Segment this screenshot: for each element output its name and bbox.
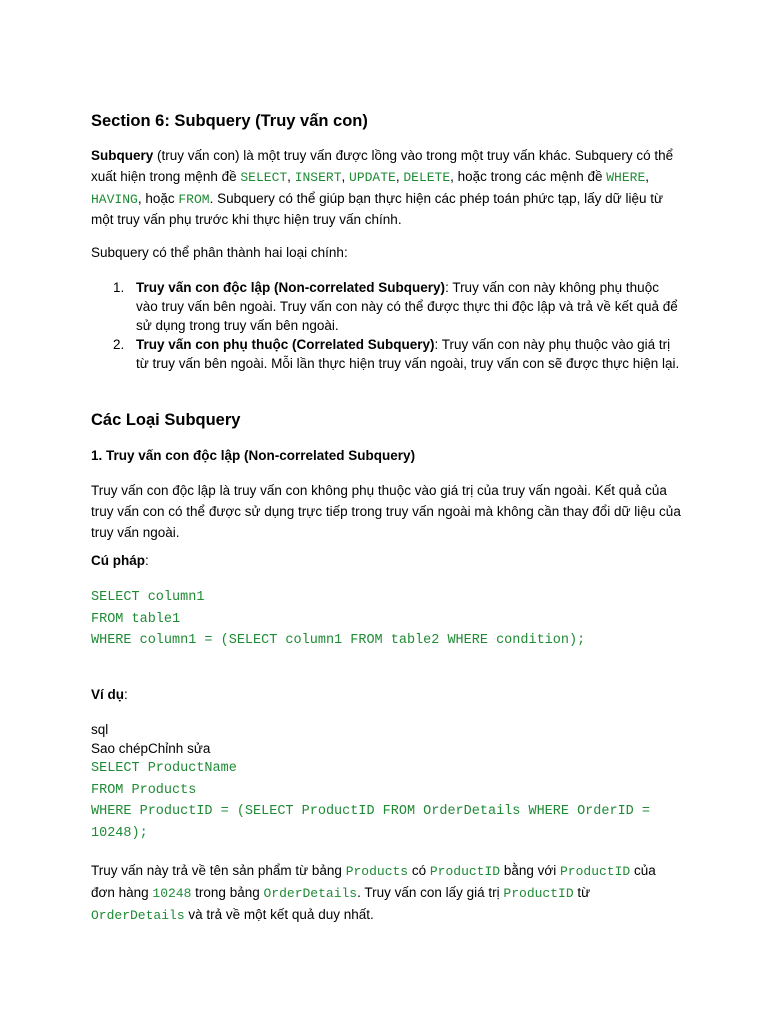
intro-text-2: , hoặc trong các mệnh đề	[450, 168, 607, 184]
term-subquery: Subquery	[91, 148, 154, 163]
explain-text-8: và trả về một kết quả duy nhất.	[184, 906, 374, 922]
example-explanation	[91, 861, 681, 926]
code-products: Products	[345, 864, 409, 879]
syntax-code-block: SELECT column1 FROM table1 WHERE column1 = (SELECT column1 FROM table2 WHERE condition);	[91, 590, 586, 648]
example-label: Ví dụ	[91, 687, 124, 702]
explain-text-7: từ	[573, 884, 591, 900]
explain-text-6: . Truy vấn con lấy giá trị	[357, 884, 504, 900]
code-having: HAVING	[91, 191, 138, 207]
copy-button[interactable]: Sao chép	[91, 741, 149, 756]
explain-text-1: Truy vấn này trả về tên sản phẩm từ bảng	[91, 863, 346, 878]
explain-text-4: của đơn hàng	[91, 863, 656, 900]
intro-sep-2: ,	[341, 168, 350, 184]
list-number: 1.	[113, 280, 125, 295]
list-item-desc: : Truy vấn con này không phụ thuộc vào truy vấn bên ngoài. Truy vấn con này có thể được thực thi độc lập và trả về kết quả để sử dụng trong truy vấn bên ngoài.	[136, 280, 678, 333]
edit-button[interactable]: Chỉnh sửa	[148, 741, 211, 756]
example-label-line	[91, 685, 681, 706]
subsection-heading: 1. Truy vấn con độc lập (Non-correlated Subquery)	[91, 448, 416, 463]
code-actions	[91, 739, 681, 760]
intro-text-3: , hoặc	[137, 190, 179, 206]
code-where: WHERE	[606, 169, 646, 185]
code-order-number: 10248	[152, 885, 192, 901]
explain-text-5: trong bảng	[191, 884, 264, 900]
intro-sep-3: ,	[395, 168, 404, 184]
explain-text-3: bằng với	[500, 863, 560, 878]
list-item-desc: : Truy vấn con này phụ thuộc vào giá trị từ truy vấn bên ngoài. Mỗi lần thực hiện truy vấn ngoài, truy vấn con sẽ được thực hiện lại.	[136, 337, 680, 371]
list-item-title: Truy vấn con phụ thuộc (Correlated Subquery)	[136, 337, 435, 352]
syntax-label: Cú pháp	[91, 553, 145, 568]
section-title: Section 6: Subquery (Truy vấn con)	[91, 112, 368, 130]
syntax-colon: :	[145, 553, 149, 568]
code-update: UPDATE	[349, 169, 396, 185]
types-list	[91, 278, 681, 373]
code-insert: INSERT	[294, 169, 342, 185]
types-heading: Các Loại Subquery	[91, 411, 241, 429]
subsection-description: Truy vấn con độc lập là truy vấn con không phụ thuộc vào giá trị của truy vấn ngoài. Kết quả của truy vấn con có thể được sử dụng trực tiếp trong truy vấn ngoài mà không cần thay đổi dữ liệu của truy vấn ngoài.	[91, 483, 681, 540]
code-delete: DELETE	[403, 169, 451, 185]
syntax-label-line	[91, 551, 681, 572]
code-orderdetails: OrderDetails	[263, 885, 358, 901]
intro-text-1: (truy vấn con) là một truy vấn được lồng vào trong một truy vấn khác. Subquery có thể xuất hiện trong mệnh đề	[91, 148, 674, 184]
code-productid: ProductID	[429, 864, 501, 879]
intro-sep-4: ,	[645, 168, 650, 184]
code-from: FROM	[178, 191, 210, 207]
intro-sep-1: ,	[287, 168, 295, 184]
example-colon: :	[124, 687, 128, 702]
list-number: 2.	[113, 337, 125, 352]
intro-paragraph	[91, 146, 681, 231]
example-code-block: SELECT ProductName FROM Products WHERE ProductID = (SELECT ProductID FROM OrderDetails WHERE OrderID = 10248);	[91, 761, 650, 841]
types-intro: Subquery có thể phân thành hai loại chính:	[91, 245, 348, 260]
code-productid: ProductID	[559, 864, 631, 879]
list-item-title: Truy vấn con độc lập (Non-correlated Subquery)	[136, 280, 446, 295]
code-orderdetails: OrderDetails	[91, 907, 185, 923]
intro-text-4: . Subquery có thể giúp bạn thực hiện các phép toán phức tạp, lấy dữ liệu từ một truy vấn phụ trước khi thực hiện truy vấn chính.	[91, 190, 663, 228]
code-lang-label: sql	[91, 722, 109, 737]
list-item	[91, 278, 681, 335]
explain-text-2: có	[408, 863, 430, 878]
code-productid: ProductID	[503, 885, 574, 901]
code-select: SELECT	[240, 169, 288, 185]
list-item	[91, 335, 681, 373]
